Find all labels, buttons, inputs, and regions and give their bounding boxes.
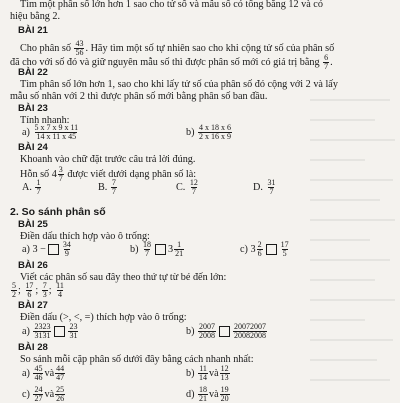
exercise-28-part-c: c) $\frac{24}{27}$ và $\frac{25}{26}$ — [22, 385, 65, 403]
exercise-23-part-a: a) $\frac{5 x 7 x 9 x 11}{14 x 11 x 45}$ — [22, 123, 79, 141]
exercise-23-part-b: b) $\frac{4 x 18 x 6}{2 x 16 x 9}$ — [186, 123, 232, 141]
section-heading: 2. So sánh phân số — [10, 206, 106, 218]
exercise-27-part-b: b) $\frac{2007}{2008}$ $\frac{20072007}{20082008}$ — [186, 322, 267, 340]
intro-text-line-2: hiệu bằng 2. — [10, 11, 61, 22]
exercise-28-part-b: b) $\frac{11}{14}$ và $\frac{12}{13}$ — [186, 364, 229, 382]
exercise-22-title: BÀI 22 — [18, 67, 48, 78]
exercise-26-prompt: Viết các phân số sau đây theo thứ tự từ bé đến lớn: — [20, 272, 227, 283]
fraction-6-7: $\frac{6}{7}$ — [324, 53, 329, 71]
exercise-28-prompt: So sánh mỗi cặp phân số dưới đây bằng cách nhanh nhất: — [20, 354, 254, 365]
exercise-28-title: BÀI 28 — [18, 342, 48, 353]
answer-box[interactable] — [54, 326, 65, 337]
exercise-23-prompt: Tính nhanh: — [20, 115, 70, 126]
option-b[interactable]: B. $\frac{7}{7}$ — [98, 178, 116, 196]
exercise-21-line-1: Cho phân số $\frac{43}{56}$ . Hãy tìm một số tự nhiên sao cho khi cộng tử số của phân số — [20, 39, 335, 57]
product-fraction-b: $\frac{4 x 18 x 6}{2 x 16 x 9}$ — [199, 123, 232, 141]
exercise-24-question: Hỗn số 4 $\frac{3}{7}$ được viết dưới dạng phân số là: — [20, 165, 197, 183]
exercise-27-title: BÀI 27 — [18, 300, 48, 311]
option-d[interactable]: D. $\frac{31}{7}$ — [253, 178, 276, 196]
exercise-23-title: BÀI 23 — [18, 103, 48, 114]
exercise-27-part-a: a) $\frac{2323}{3131}$ $\frac{23}{31}$ — [22, 322, 78, 340]
exercise-22-line-1: Tìm phân số lớn hơn 1, sao cho khi lấy tử số của phân số đó cộng với 2 và lấy — [20, 79, 338, 90]
exercise-21-title: BÀI 21 — [18, 25, 48, 36]
exercise-25-part-c: c) 3 $\frac{2}{6}$ $\frac{17}{5}$ — [240, 240, 289, 258]
option-a[interactable]: A. $\frac{1}{7}$ — [22, 178, 41, 196]
answer-box[interactable] — [266, 244, 277, 255]
exercise-24-title: BÀI 24 — [18, 142, 48, 153]
exercise-21-line-2: đã cho với số đó và giữ nguyên mẫu số thì được phân số mới có giá trị bằng $\frac{6}{7}$ . — [10, 53, 333, 71]
exercise-27-prompt: Điền dấu (>, <, =) thích hợp vào ô trống: — [20, 312, 187, 323]
exercise-26-fractions: $\frac{5}{2}$ ; $\frac{17}{6}$ ; $\frac{7}{3}$ ; $\frac{11}{4}$ — [12, 281, 64, 299]
exercise-25-prompt: Điền dấu thích hợp vào ô trống: — [20, 231, 150, 242]
option-c[interactable]: C. $\frac{12}{7}$ — [176, 178, 198, 196]
exercise-24-instruction: Khoanh vào chữ đặt trước câu trả lời đúng. — [20, 154, 196, 165]
exercise-25-part-b: b) $\frac{18}{7}$ 3 $\frac{1}{21}$ — [130, 240, 184, 258]
answer-box[interactable] — [155, 244, 166, 255]
exercise-25-title: BÀI 25 — [18, 219, 48, 230]
answer-box[interactable] — [48, 244, 59, 255]
exercise-28-part-a: a) $\frac{45}{46}$ và $\frac{44}{47}$ — [22, 364, 65, 382]
mixed-number-4-3-7: 4 $\frac{3}{7}$ — [51, 165, 63, 183]
exercise-28-part-d: d) $\frac{18}{21}$ và $\frac{19}{20}$ — [186, 385, 229, 403]
product-fraction-a: $\frac{5 x 7 x 9 x 11}{14 x 11 x 45}$ — [34, 123, 79, 141]
exercise-25-part-a: a) 3 − $\frac{34}{9}$ — [22, 240, 71, 258]
fraction-43-56: $\frac{43}{56}$ — [75, 39, 84, 57]
intro-text-line-1: Tìm một phân số lớn hơn 1 sao cho tử số và mẫu số có tổng bằng 12 và có — [20, 0, 323, 10]
answer-box[interactable] — [219, 326, 230, 337]
exercise-22-line-2: mẫu số nhân với 2 thì được phân số mới bằng phân số ban đầu. — [10, 91, 268, 102]
exercise-26-title: BÀI 26 — [18, 260, 48, 271]
